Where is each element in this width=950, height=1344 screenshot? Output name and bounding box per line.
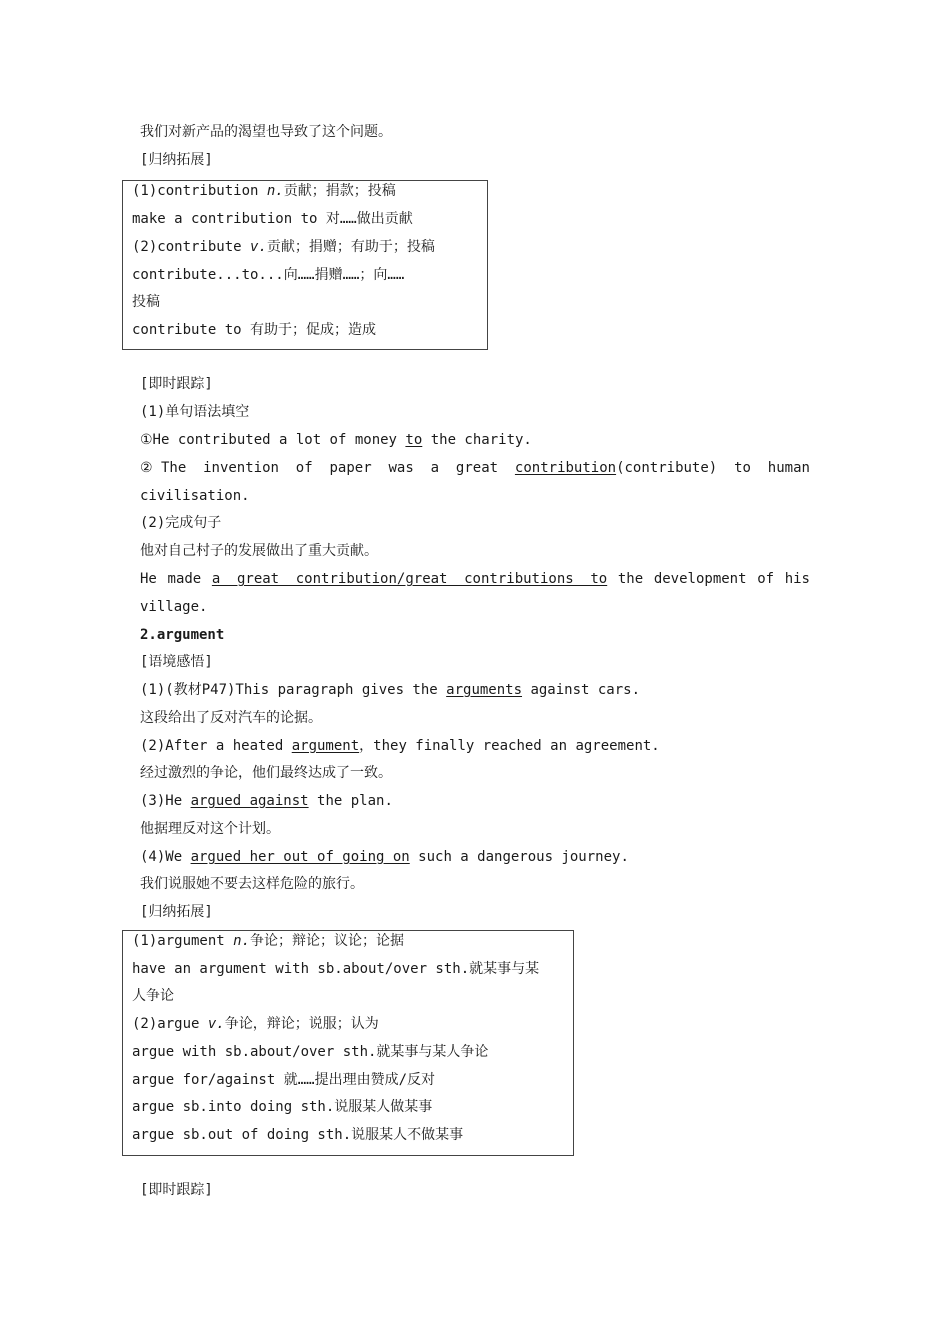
box-line-make-contribution: make a contribution to 对……做出贡献 bbox=[132, 211, 413, 227]
example2-chinese: 经过激烈的争论，他们最终达成了一致。 bbox=[140, 765, 392, 781]
box-line-argue-verb: (2)argue v.争论，辩论；说服；认为 bbox=[132, 1016, 379, 1032]
answer-blank: contribution bbox=[514, 460, 617, 476]
practice-heading: [即时跟踪] bbox=[140, 376, 213, 392]
box-line-have-argument-cont: 人争论 bbox=[132, 988, 174, 1004]
example4: (4)We argued her out of going on such a dangerous journey. bbox=[140, 849, 629, 865]
question2-line1: He made a great contribution/great contributions to the development of his bbox=[140, 571, 810, 587]
summary-heading: [归纳拓展] bbox=[140, 152, 213, 168]
practice-heading: [即时跟踪] bbox=[140, 1182, 213, 1198]
example1: (1)(教材P47)This paragraph gives the arguments against cars. bbox=[140, 682, 641, 698]
example3: (3)He argued against the plan. bbox=[140, 793, 393, 809]
answer-blank: to bbox=[405, 432, 423, 448]
example3-chinese: 他据理反对这个计划。 bbox=[140, 821, 280, 837]
question2-heading: (2)完成句子 bbox=[140, 515, 222, 531]
box-line-have-argument: have an argument with sb.about/over sth.就某事与某 bbox=[132, 961, 540, 977]
question1-heading: (1)单句语法填空 bbox=[140, 404, 250, 420]
box-line-contribute-submit: 投稿 bbox=[132, 294, 160, 310]
question1b-line1: ②The invention of paper was a great contribution(contribute) to human bbox=[140, 460, 810, 476]
question1a: ①He contributed a lot of money to the charity. bbox=[140, 432, 532, 448]
question2-chinese: 他对自己村子的发展做出了重大贡献。 bbox=[140, 543, 378, 559]
context-heading: [语境感悟] bbox=[140, 654, 213, 670]
contribution-summary-box bbox=[122, 180, 488, 350]
box-line-argue-out-of: argue sb.out of doing sth.说服某人不做某事 bbox=[132, 1127, 464, 1143]
section-title-argument: 2.argument bbox=[140, 627, 225, 643]
box-line-contribution-noun: (1)contribution n.贡献；捐款；投稿 bbox=[132, 183, 396, 199]
box-line-argue-into: argue sb.into doing sth.说服某人做某事 bbox=[132, 1099, 433, 1115]
box-line-argue-for-against: argue for/against 就……提出理由赞成/反对 bbox=[132, 1072, 436, 1088]
box-line-argue-with: argue with sb.about/over sth.就某事与某人争论 bbox=[132, 1044, 489, 1060]
example4-chinese: 我们说服她不要去这样危险的旅行。 bbox=[140, 876, 364, 892]
example2: (2)After a heated argument，they finally reached an agreement. bbox=[140, 738, 660, 754]
intro-chinese-sentence: 我们对新产品的渴望也导致了这个问题。 bbox=[140, 124, 392, 140]
box-line-contribute-to: contribute to 有助于；促成；造成 bbox=[132, 322, 377, 338]
example1-chinese: 这段给出了反对汽车的论据。 bbox=[140, 710, 322, 726]
summary-heading: [归纳拓展] bbox=[140, 904, 213, 920]
question1b-line2: civilisation. bbox=[140, 488, 250, 504]
box-line-contribute-to-donate: contribute...to...向……捐赠……；向…… bbox=[132, 267, 405, 283]
box-line-argument-noun: (1)argument n.争论；辩论；议论；论据 bbox=[132, 933, 405, 949]
box-line-contribute-verb: (2)contribute v.贡献；捐赠；有助于；投稿 bbox=[132, 239, 435, 255]
argument-summary-box bbox=[122, 930, 574, 1156]
question2-line2: village. bbox=[140, 599, 208, 615]
answer-blank: a great contribution/great contributions to bbox=[211, 571, 608, 587]
